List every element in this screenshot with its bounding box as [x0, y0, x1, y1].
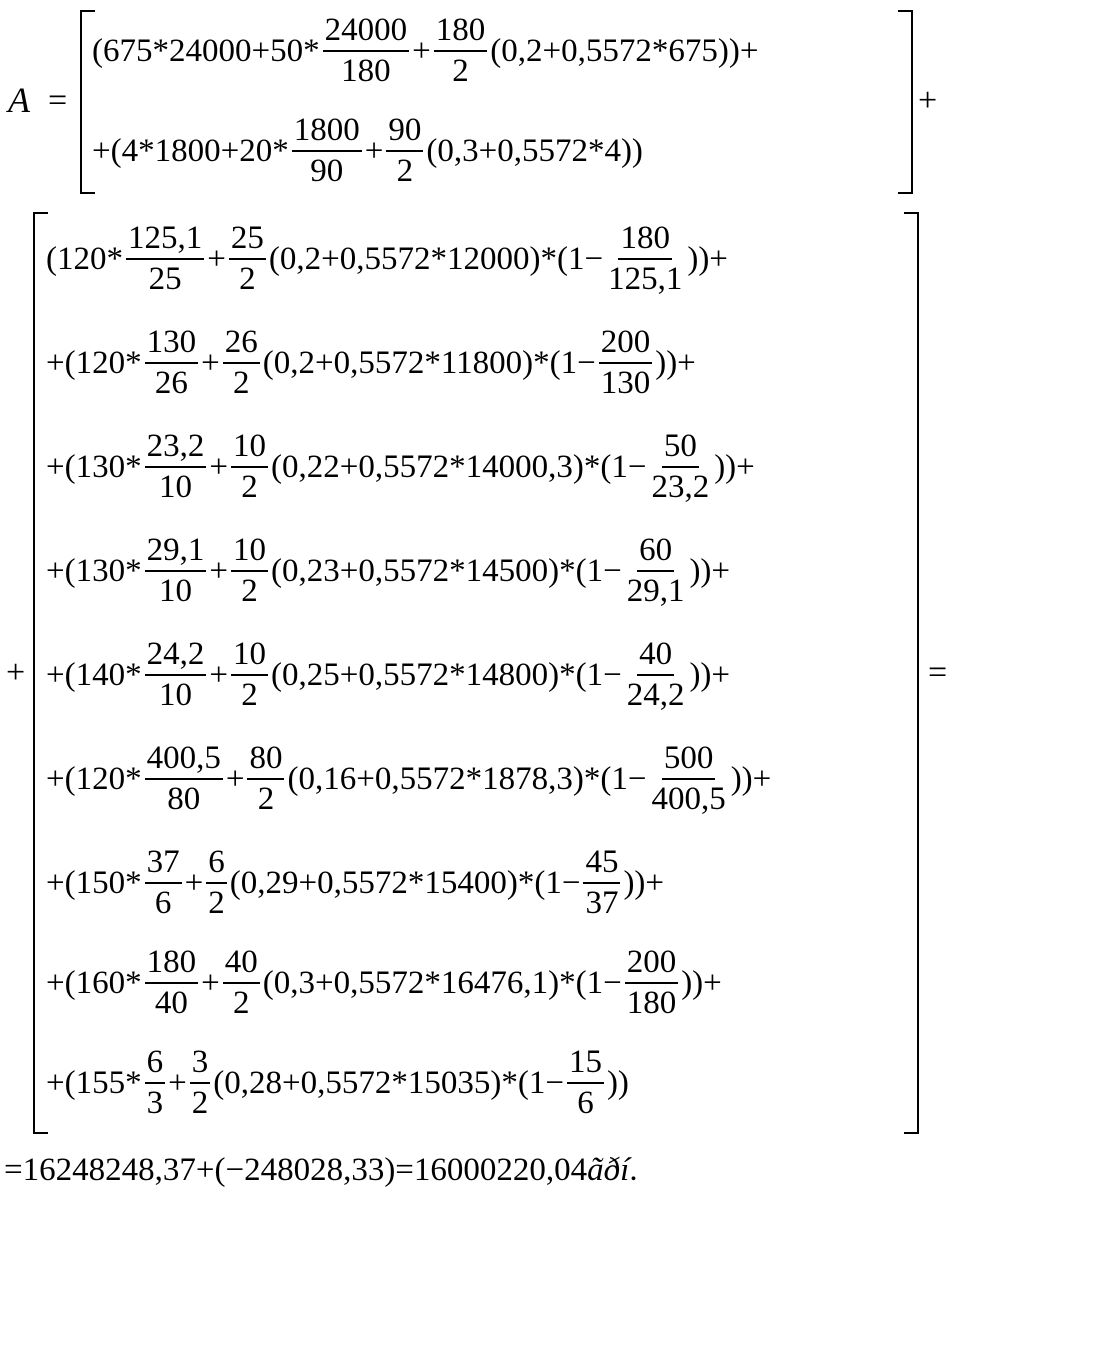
- formula-text: (0,22+0,5572*14000,3)*(1−: [270, 448, 647, 485]
- formula-text: (0,29+0,5572*15400)*(1−: [229, 864, 581, 901]
- fraction-numerator: 10: [231, 430, 268, 468]
- fraction-numerator: 29,1: [145, 534, 207, 572]
- lhs-variable: A: [8, 80, 30, 120]
- formula-text: ))+: [687, 240, 728, 277]
- formula-text: (0,3+0,5572*16476,1)*(1−: [262, 964, 622, 1001]
- fraction-numerator: 26: [223, 326, 260, 364]
- formula-text: ))+: [689, 552, 731, 589]
- fraction-numerator: 130: [145, 326, 199, 364]
- fraction: [649, 742, 727, 816]
- fraction: [206, 846, 227, 920]
- fraction: [145, 534, 207, 608]
- fraction-numerator: 3: [190, 1046, 211, 1084]
- group2-row: [46, 220, 728, 298]
- lhs-equals: =: [48, 82, 68, 119]
- fraction-numerator: 180: [618, 222, 672, 260]
- group2-row: [46, 740, 771, 818]
- formula-text: +: [209, 448, 228, 485]
- fraction-numerator: 24000: [323, 14, 410, 52]
- fraction-numerator: 45: [583, 846, 620, 884]
- formula-text: (0,16+0,5572*1878,3)*(1−: [287, 760, 647, 797]
- fraction-denominator: 2: [239, 261, 256, 297]
- fraction: [323, 14, 410, 88]
- fraction-numerator: 50: [662, 430, 699, 468]
- fraction-denominator: 10: [158, 469, 192, 505]
- formula-text: (120*: [46, 240, 123, 277]
- formula-text: +: [168, 1064, 187, 1101]
- formula-text: +: [201, 344, 220, 381]
- fraction-denominator: 3: [146, 1085, 164, 1121]
- fraction-numerator: 80: [247, 742, 284, 780]
- formula-text: +: [207, 240, 226, 277]
- fraction: [223, 326, 260, 400]
- formula-text: (0,2+0,5572*12000)*(1−: [268, 240, 604, 277]
- fraction-denominator: 6: [154, 885, 172, 921]
- fraction-denominator: 23,2: [651, 469, 710, 505]
- fraction-numerator: 6: [145, 1046, 166, 1084]
- fraction-denominator: 25: [148, 261, 182, 297]
- formula-text: +(160*: [46, 964, 142, 1001]
- group2-right-bracket: [904, 212, 919, 1134]
- formula-text: +: [364, 132, 384, 169]
- fraction-denominator: 24,2: [626, 677, 685, 713]
- fraction-denominator: 26: [154, 365, 188, 401]
- formula-text: ))+: [689, 656, 731, 693]
- result-line: [4, 1150, 638, 1190]
- formula-text: +(140*: [46, 656, 142, 693]
- fraction: [292, 114, 362, 188]
- fraction-numerator: 180: [145, 946, 199, 984]
- fraction-denominator: 400,5: [651, 781, 726, 817]
- formula-text: (0,2+0,5572*11800)*(1−: [262, 344, 596, 381]
- group2-row: [46, 324, 696, 402]
- formula-text: ))+: [681, 964, 722, 1001]
- result-value: =16248248,37+(−248028,33)=16000220,04: [4, 1151, 588, 1188]
- fraction-denominator: 2: [232, 985, 250, 1021]
- fraction-denominator: 130: [600, 365, 651, 401]
- fraction-numerator: 25: [229, 222, 266, 260]
- fraction: [386, 114, 423, 188]
- fraction: [231, 534, 268, 608]
- fraction: [599, 326, 653, 400]
- formula-text: (0,23+0,5572*14500)*(1−: [270, 552, 622, 589]
- fraction-numerator: 400,5: [145, 742, 223, 780]
- group1-row: [92, 14, 758, 88]
- group2-row: [46, 944, 722, 1022]
- formula-text: ))+: [730, 760, 772, 797]
- fraction-numerator: 15: [567, 1046, 604, 1084]
- formula-text: (0,3+0,5572*4)): [426, 132, 643, 169]
- formula-text: +: [184, 864, 204, 901]
- fraction: [247, 742, 284, 816]
- formula-text: ))+: [623, 864, 665, 901]
- formula-text: +(150*: [46, 864, 142, 901]
- formula-text: +: [209, 656, 228, 693]
- group2-row: [46, 844, 664, 922]
- fraction: [145, 1046, 166, 1120]
- fraction-denominator: 2: [396, 153, 414, 189]
- formula-text: +(4*1800+20*: [92, 132, 289, 169]
- fraction-numerator: 200: [625, 946, 679, 984]
- fraction-denominator: 2: [452, 53, 469, 89]
- fraction: [649, 430, 711, 504]
- fraction-numerator: 125,1: [126, 222, 204, 260]
- formula-text: )): [606, 1064, 629, 1101]
- fraction: [625, 534, 687, 608]
- plus-after-group1: +: [918, 82, 938, 119]
- group2-row: [46, 532, 730, 610]
- fraction-denominator: 10: [158, 573, 192, 609]
- group2-row: [46, 428, 755, 506]
- fraction: [567, 1046, 604, 1120]
- fraction: [190, 1046, 211, 1120]
- plus-before-group2: +: [6, 654, 26, 691]
- fraction-denominator: 29,1: [626, 573, 685, 609]
- fraction-denominator: 40: [154, 985, 188, 1021]
- fraction-denominator: 2: [241, 469, 258, 505]
- fraction-denominator: 10: [158, 677, 192, 713]
- fraction-denominator: 80: [167, 781, 201, 817]
- fraction-denominator: 2: [257, 781, 275, 817]
- fraction-numerator: 180: [434, 14, 488, 52]
- fraction-numerator: 1800: [292, 114, 362, 152]
- formula-text: (0,2+0,5572*675))+: [490, 32, 759, 69]
- fraction-numerator: 200: [599, 326, 653, 364]
- formula-text: ))+: [714, 448, 755, 485]
- group1-right-bracket: [898, 10, 913, 194]
- fraction-denominator: 90: [310, 153, 344, 189]
- fraction: [126, 222, 204, 296]
- fraction-numerator: 90: [386, 114, 423, 152]
- formula-text: +(130*: [46, 552, 142, 589]
- group1-row: [92, 114, 643, 188]
- formula-text: (0,25+0,5572*14800)*(1−: [270, 656, 622, 693]
- formula-text: (0,28+0,5572*15035)*(1−: [213, 1064, 564, 1101]
- fraction-denominator: 180: [626, 985, 677, 1021]
- group2-row: [46, 636, 730, 714]
- formula-text: +: [201, 964, 220, 1001]
- fraction-numerator: 10: [231, 534, 268, 572]
- formula-text: +: [412, 32, 431, 69]
- formula-text: +: [225, 760, 245, 797]
- result-unit: ãðí: [587, 1151, 630, 1188]
- formula-text: +(130*: [46, 448, 142, 485]
- fraction-denominator: 2: [241, 677, 258, 713]
- fraction: [231, 638, 268, 712]
- fraction-denominator: 2: [232, 365, 250, 401]
- fraction-denominator: 2: [208, 885, 225, 921]
- fraction: [231, 430, 268, 504]
- equals-after-group2: =: [928, 654, 948, 691]
- fraction: [229, 222, 266, 296]
- formula-text: ))+: [655, 344, 696, 381]
- fraction-numerator: 23,2: [145, 430, 207, 468]
- fraction-numerator: 500: [662, 742, 716, 780]
- formula-text: +(120*: [46, 344, 142, 381]
- fraction-numerator: 37: [145, 846, 182, 884]
- fraction: [145, 846, 182, 920]
- fraction: [434, 14, 488, 88]
- formula-text: +(120*: [46, 760, 142, 797]
- fraction-denominator: 2: [191, 1085, 209, 1121]
- fraction: [625, 638, 687, 712]
- fraction-numerator: 40: [637, 638, 674, 676]
- formula-text: (675*24000+50*: [92, 32, 320, 69]
- fraction: [145, 638, 207, 712]
- fraction-denominator: 2: [241, 573, 258, 609]
- group2-row: [46, 1044, 629, 1122]
- fraction: [145, 430, 207, 504]
- fraction-numerator: 10: [231, 638, 268, 676]
- fraction-denominator: 37: [585, 885, 619, 921]
- result-end: .: [629, 1151, 638, 1188]
- fraction-numerator: 40: [223, 946, 260, 984]
- fraction: [145, 326, 199, 400]
- fraction-numerator: 6: [206, 846, 227, 884]
- fraction: [606, 222, 684, 296]
- fraction-denominator: 125,1: [608, 261, 683, 297]
- fraction-numerator: 24,2: [145, 638, 207, 676]
- formula-text: +: [209, 552, 228, 589]
- fraction-denominator: 6: [577, 1085, 594, 1121]
- fraction: [583, 846, 620, 920]
- fraction: [223, 946, 260, 1020]
- fraction-numerator: 60: [637, 534, 674, 572]
- fraction-denominator: 180: [341, 53, 391, 89]
- formula-text: +(155*: [46, 1064, 142, 1101]
- fraction: [625, 946, 679, 1020]
- fraction: [145, 742, 223, 816]
- fraction: [145, 946, 199, 1020]
